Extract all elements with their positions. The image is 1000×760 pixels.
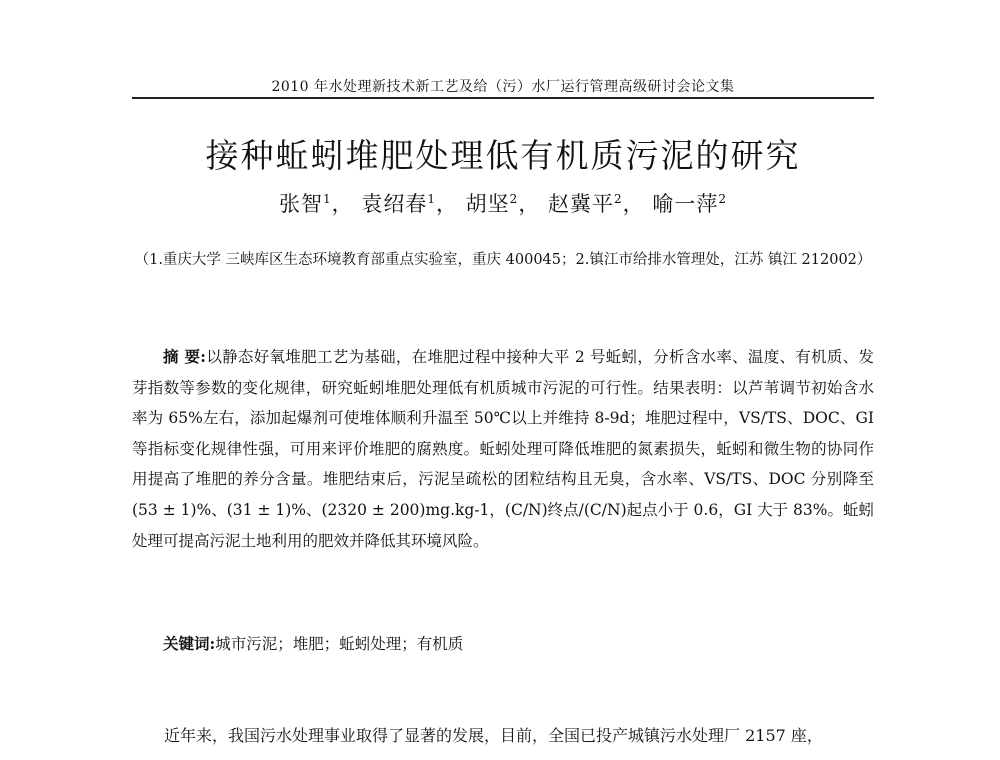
author-affiliation-mark: 2 bbox=[718, 192, 727, 206]
author-separator: ， bbox=[518, 192, 541, 216]
author-affiliation-mark: 1 bbox=[427, 192, 436, 206]
abstract-text: 以静态好氧堆肥工艺为基础，在堆肥过程中接种大平 2 号蚯蚓，分析含水率、温度、有机质、发芽指数等参数的变化规律，研究蚯蚓堆肥处理低有机质城市污泥的可行性。结果表明：以芦苇调节初始含水率为 65%左右，添加起爆剂可使堆体顺利升温至 50℃以上并维持 8-9d；堆肥过程中，VS/TS、DOC、GI 等指标变化规律性强，可用来评价堆肥的腐熟度。蚯蚓处理可降低堆肥的氮素损失，蚯蚓和微生物的协同作用提高了堆肥的养分含量。堆肥结束后，污泥呈疏松的团粒结构且无臭，含水率、VS/TS、DOC 分别降至(53 ± 1)%、(31 ± 1)%、(2320 ± 200)mg.kg-1，(C/N)终点/(C/N)起点小于 0.6，GI 大于 83%。蚯蚓处理可提高污泥土地利用的肥效并降低其环境风险。 bbox=[132, 348, 875, 550]
running-header: 2010 年水处理新技术新工艺及给（污）水厂运行管理高级研讨会论文集 bbox=[271, 79, 735, 95]
author-separator: ， bbox=[331, 192, 354, 216]
author-name: 喻一萍 bbox=[652, 192, 719, 216]
author-name: 胡坚 bbox=[465, 192, 510, 216]
author-name: 赵冀平 bbox=[548, 192, 614, 216]
author-name: 袁绍春 bbox=[361, 192, 428, 216]
keywords-label: 关键词: bbox=[163, 634, 216, 653]
author-affiliation-mark: 1 bbox=[323, 192, 332, 206]
abstract-label: 摘 要: bbox=[163, 347, 207, 366]
author-separator: ， bbox=[435, 192, 458, 216]
author-separator: ， bbox=[622, 192, 645, 216]
author-list bbox=[120, 188, 886, 218]
author-name: 张智 bbox=[279, 192, 324, 216]
paper-title: 接种蚯蚓堆肥处理低有机质污泥的研究 bbox=[205, 136, 801, 175]
body-paragraph: 近年来，我国污水处理事业取得了显著的发展，目前，全国已投产城镇污水处理厂 2157 座， bbox=[164, 726, 823, 745]
abstract bbox=[132, 342, 874, 556]
affiliation: （1.重庆大学 三峡库区生态环境教育部重点实验室，重庆 400045；2.镇江市给排水管理处，江苏 镇江 212002） bbox=[134, 252, 872, 268]
author-affiliation-mark: 2 bbox=[509, 192, 519, 206]
keywords-text: 城市污泥；堆肥；蚯蚓处理；有机质 bbox=[215, 635, 464, 653]
keywords bbox=[132, 632, 874, 654]
header-rule bbox=[132, 97, 874, 99]
author-affiliation-mark: 2 bbox=[614, 192, 623, 206]
